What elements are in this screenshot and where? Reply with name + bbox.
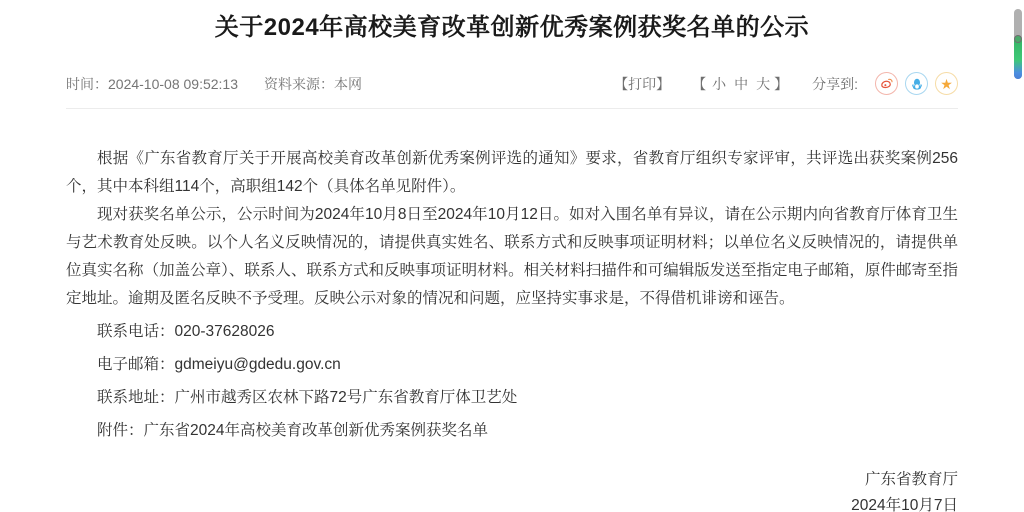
font-small-button[interactable]: 小 <box>712 75 727 92</box>
paragraph-publicity: 现对获奖名单公示，公示时间为2024年10月8日至2024年10月12日。如对入围名单有异议，请在公示期内向省教育厅体育卫生与艺术教育处反映。以个人名义反映情况的，请提供真实姓名、联系方式和反映事项证明材料；以单位名义反映情况的，请提供单位真实名称（加盖公章）、联系人、联系方式和反映事项证明材料。相关材料扫描件和可编辑版发送至指定电子邮箱，原件邮寄至指定地址。逾期及匿名反映不予受理。反映公示对象的情况和问题，应坚持实事求是，不得借机诽谤和诬告。 <box>66 206 958 307</box>
article-tools <box>614 72 958 95</box>
scrollbar-thumb[interactable] <box>1014 37 1022 79</box>
time-value: 2024-10-08 09:52:13 <box>108 75 238 92</box>
contact-phone: 联系电话：020-37628026 <box>97 323 275 340</box>
bracket-close: 】 <box>774 75 791 92</box>
print-button[interactable]: 【打印】 <box>614 75 671 92</box>
star-icon: ★ <box>940 75 953 92</box>
signature-block <box>66 467 958 512</box>
weibo-icon <box>879 76 894 91</box>
font-size-controls <box>692 74 790 94</box>
time-label: 时间： <box>66 75 108 92</box>
paragraph-intro: 根据《广东省教育厅关于开展高校美育改革创新优秀案例评选的通知》要求，省教育厅组织专家评审，共评选出获奖案例256个，其中本科组114个，高职组142个（具体名单见附件）。 <box>66 150 958 195</box>
share-favorite-button[interactable] <box>935 72 958 95</box>
share-weibo-button[interactable] <box>875 72 898 95</box>
meta-bar <box>66 72 958 109</box>
notice-page <box>66 0 958 512</box>
meta-info <box>66 74 362 94</box>
source-value: 本网 <box>334 75 362 92</box>
publish-time <box>66 74 238 94</box>
contact-email: 电子邮箱：gdmeiyu@gdedu.gov.cn <box>97 356 341 373</box>
contact-address: 联系地址：广州市越秀区农林下路72号广东省教育厅体卫艺处 <box>97 389 518 406</box>
font-medium-button[interactable]: 中 <box>734 75 749 92</box>
share-label: 分享到: <box>812 75 858 92</box>
source <box>264 74 362 94</box>
signature-org: 广东省教育厅 <box>864 471 958 488</box>
scrollbar[interactable] <box>1014 9 1022 79</box>
bracket-open: 【 <box>692 75 709 92</box>
qq-icon <box>910 77 924 91</box>
signature-date: 2024年10月7日 <box>851 497 958 512</box>
share-qq-button[interactable] <box>905 72 928 95</box>
font-large-button[interactable]: 大 <box>756 75 771 92</box>
attachment-line: 附件：广东省2024年高校美育改革创新优秀案例获奖名单 <box>97 422 488 439</box>
page-title: 关于2024年高校美育改革创新优秀案例获奖名单的公示 <box>214 14 810 41</box>
article-body <box>66 145 958 512</box>
source-label: 资料来源： <box>264 75 334 92</box>
